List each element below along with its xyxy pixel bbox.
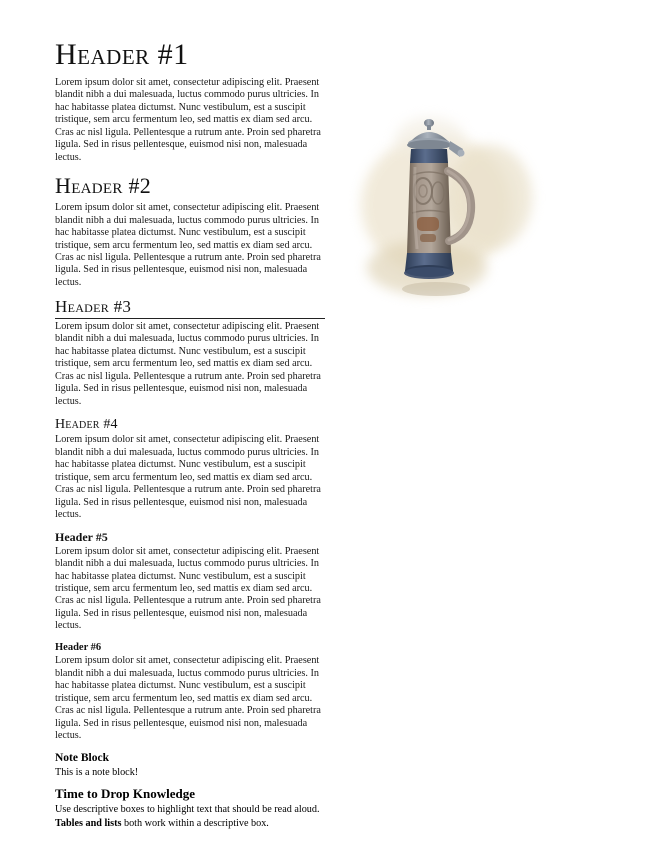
descriptive-box-title: Time to Drop Knowledge	[55, 786, 195, 802]
paragraph-2: Lorem ipsum dolor sit amet, consectetur adipiscing elit. Praesent blandit nibh a dui malesuada, luctus commodo purus ultricies. In hac habitasse platea dictumst. Nunc vestibulum, est a suscipit tristique, sem arcu fermentum leo, sed mattis ex diam sed arcu. Cras ac nisl ligula. Pellentesque a rutrum ante. Proin sed pharetra ligula. Sed in risus pellentesque, euismod nisi non, malesuada lectus.	[55, 202, 321, 288]
paragraph-1: Lorem ipsum dolor sit amet, consectetur adipiscing elit. Praesent blandit nibh a dui malesuada, luctus commodo purus ultricies. In hac habitasse platea dictumst. Nunc vestibulum, est a suscipit tristique, sem arcu fermentum leo, sed mattis ex diam sed arcu. Cras ac nisl ligula. Pellentesque a rutrum ante. Proin sed pharetra ligula. Sed in risus pellentesque, euismod nisi non, malesuada lectus.	[55, 77, 321, 163]
stein-svg	[393, 113, 479, 298]
descriptive-box-line-2-rest: both work within a descriptive box.	[121, 818, 269, 830]
descriptive-box-line-1: Use descriptive boxes to highlight text that should be read aloud.	[55, 803, 320, 815]
heading-2: Header #2	[55, 173, 152, 199]
paragraph-6: Lorem ipsum dolor sit amet, consectetur adipiscing elit. Praesent blandit nibh a dui malesuada, luctus commodo purus ultricies. In hac habitasse platea dictumst. Nunc vestibulum, est a suscipit tristique, sem arcu fermentum leo, sed mattis ex diam sed arcu. Cras ac nisl ligula. Pellentesque a rutrum ante. Proin sed pharetra ligula. Sed in risus pellentesque, euismod nisi non, malesuada lectus.	[55, 655, 321, 741]
heading-5: Header #5	[55, 529, 108, 544]
paragraph-3: Lorem ipsum dolor sit amet, consectetur adipiscing elit. Praesent blandit nibh a dui malesuada, luctus commodo purus ultricies. In hac habitasse platea dictumst. Nunc vestibulum, est a suscipit tristique, sem arcu fermentum leo, sed mattis ex diam sed arcu. Cras ac nisl ligula. Pellentesque a rutrum ante. Proin sed pharetra ligula. Sed in risus pellentesque, euismod nisi non, malesuada lectus.	[55, 321, 321, 407]
beer-stein-illustration	[355, 105, 545, 305]
descriptive-box	[55, 787, 325, 831]
descriptive-box-line-2	[55, 818, 325, 830]
paragraph-5: Lorem ipsum dolor sit amet, consectetur adipiscing elit. Praesent blandit nibh a dui malesuada, luctus commodo purus ultricies. In hac habitasse platea dictumst. Nunc vestibulum, est a suscipit tristique, sem arcu fermentum leo, sed mattis ex diam sed arcu. Cras ac nisl ligula. Pellentesque a rutrum ante. Proin sed pharetra ligula. Sed in risus pellentesque, euismod nisi non, malesuada lectus.	[55, 545, 321, 632]
note-block	[55, 752, 325, 779]
note-block-text: This is a note block!	[55, 766, 139, 778]
note-block-title: Note Block	[55, 752, 109, 765]
paragraph-4: Lorem ipsum dolor sit amet, consectetur adipiscing elit. Praesent blandit nibh a dui malesuada, luctus commodo purus ultricies. In hac habitasse platea dictumst. Nunc vestibulum, est a suscipit tristique, sem arcu fermentum leo, sed mattis ex diam sed arcu. Cras ac nisl ligula. Pellentesque a rutrum ante. Proin sed pharetra ligula. Sed in risus pellentesque, euismod nisi non, malesuada lectus.	[55, 434, 321, 521]
descriptive-box-line-2-bold: Tables and lists	[55, 818, 122, 830]
document-content	[55, 38, 325, 833]
heading-4: Header #4	[55, 417, 118, 433]
heading-6: Header #6	[55, 641, 102, 653]
heading-3: Header #3	[55, 298, 325, 319]
page-title: Header #1	[55, 38, 189, 71]
